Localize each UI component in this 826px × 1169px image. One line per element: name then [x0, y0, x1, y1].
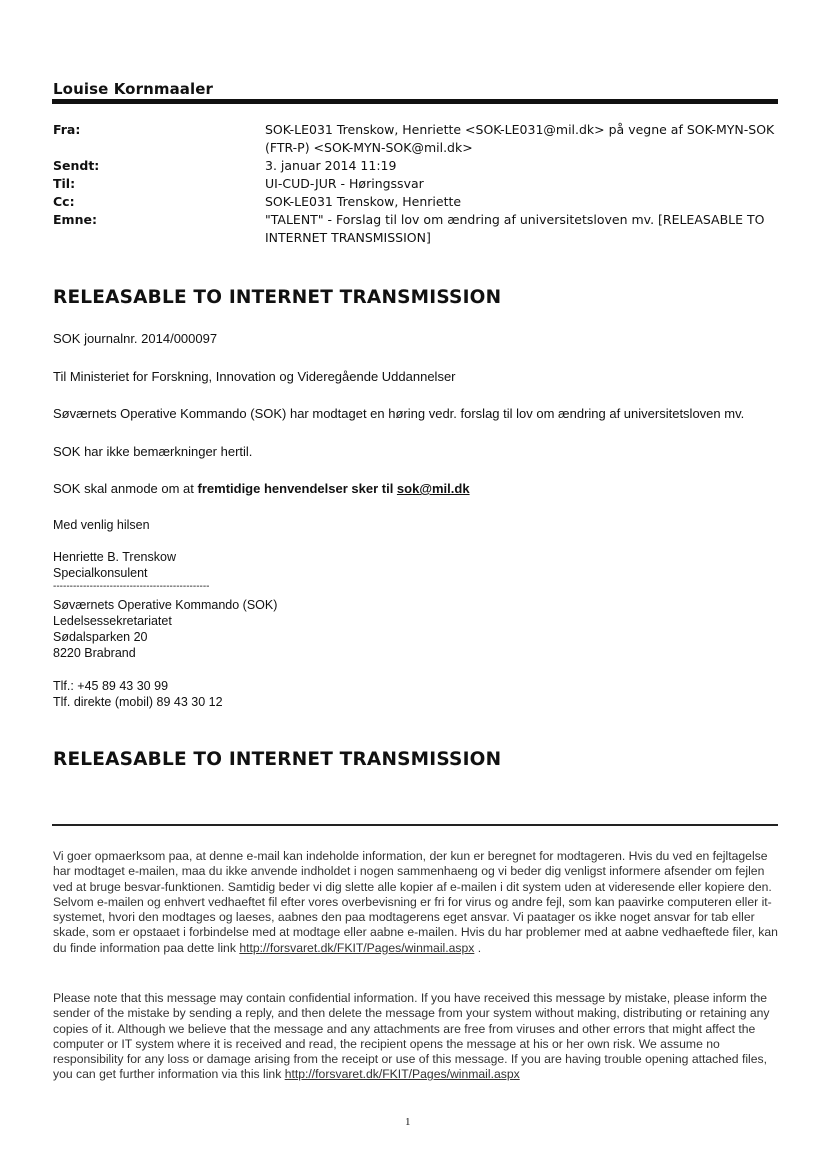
sent-label: Sendt:: [53, 158, 100, 173]
header-rule: [52, 99, 778, 104]
winmail-link-english[interactable]: http://forsvaret.dk/FKIT/Pages/winmail.aspx: [284, 1067, 520, 1082]
signature-city: 8220 Brabrand: [53, 646, 136, 660]
subject-value: "TALENT" - Forslag til lov om ændring af universitetsloven mv. [RELEASABLE TO INTERNET TRANSMISSION]: [265, 212, 765, 245]
request-bold: fremtidige henvendelser sker til: [197, 481, 397, 496]
cc-value: SOK-LE031 Trenskow, Henriette: [265, 194, 462, 209]
to-label: Til:: [53, 176, 76, 191]
signature-phone: Tlf.: +45 89 43 30 99: [53, 679, 169, 693]
hearing-paragraph: Søværnets Operative Kommando (SOK) har modtaget en høring vedr. forslag til lov om ændring af universitetsloven mv.: [53, 406, 745, 421]
releasable-banner-top: RELEASABLE TO INTERNET TRANSMISSION: [53, 287, 502, 308]
signature-separator: -----------------------------------------------: [53, 581, 210, 592]
cc-label: Cc:: [53, 194, 75, 209]
signature-org: Søværnets Operative Kommando (SOK): [53, 598, 278, 612]
sent-value: 3. januar 2014 11:19: [265, 158, 397, 173]
signature-street: Sødalsparken 20: [53, 630, 148, 644]
sender-name: Louise Kornmaaler: [53, 80, 214, 98]
winmail-link-danish[interactable]: http://forsvaret.dk/FKIT/Pages/winmail.aspx: [239, 940, 475, 955]
releasable-banner-bottom: RELEASABLE TO INTERNET TRANSMISSION: [53, 749, 502, 770]
disclaimer-danish: [53, 849, 783, 956]
journal-number: SOK journalnr. 2014/000097: [53, 331, 218, 346]
subject-label: Emne:: [53, 212, 97, 227]
disclaimer-danish-end: .: [474, 940, 482, 955]
signature-name: Henriette B. Trenskow: [53, 550, 176, 564]
no-comments-line: SOK har ikke bemærkninger hertil.: [53, 444, 253, 459]
greeting: Med venlig hilsen: [53, 518, 150, 532]
disclaimer-english-text: Please note that this message may contain confidential information. If you have received this message by mistake, please inform the sender of the mistake by sending a reply, and then delete the message from your system without making, distributing or retaining any copies of it. Although we believe that the message and any attachments are free from viruses and other errors that might affect the computer or IT system where it is received and read, the recipient opens the message at his or her own risk. We assume no responsibility for any loss or damage arising from the receipt or use of this message. If you are having trouble opening attached files, you can get further information via this link: [53, 991, 770, 1082]
to-value: UI-CUD-JUR - Høringssvar: [265, 176, 424, 191]
from-label: Fra:: [53, 122, 81, 137]
request-line: [53, 481, 470, 497]
footer-rule: [52, 824, 778, 826]
signature-mobile: Tlf. direkte (mobil) 89 43 30 12: [53, 695, 223, 709]
ministry-line: Til Ministeriet for Forskning, Innovation og Videregående Uddannelser: [53, 369, 456, 384]
page-number: 1: [405, 1116, 411, 1128]
signature-title: Specialkonsulent: [53, 566, 148, 580]
request-prefix: SOK skal anmode om at: [53, 481, 198, 496]
disclaimer-danish-text: Vi goer opmaerksom paa, at denne e-mail kan indeholde information, der kun er beregnet for modtageren. Hvis du ved en fejltagelse har modtaget e-mailen, maa du ikke anvende indholdet i nogen sammenhaeng og vi beder dig venligst informere afsender om fejlen ved at bruge besvar-funktionen. Samtidig beder vi dig slette alle kopier af e-mailen i dit system uden at videresende eller kopiere den. Selvom e-mailen og enhvert vedhaeftet fil efter vores overbevisning er fri for virus og andre fejl, som kan paavirke computeren eller it-systemet, hvori den modtages og laeses, aabnes den paa modtagerens eget ansvar. Vi paatager os ikke noget ansvar for tab eller skade, som er opstaaet i forbindelse med at modtage eller aabne e-mailen. Hvis du har problemer med at aabne vedhaeftede filer, kan du finde information paa dette link: [53, 849, 778, 955]
from-value: SOK-LE031 Trenskow, Henriette <SOK-LE031@mil.dk> på vegne af SOK-MYN-SOK (FTR-P) <SOK-MYN-SOK@mil.dk>: [265, 122, 775, 155]
disclaimer-english: [53, 991, 783, 1083]
sok-email-link[interactable]: sok@mil.dk: [396, 481, 470, 496]
signature-department: Ledelsessekretariatet: [53, 614, 172, 628]
